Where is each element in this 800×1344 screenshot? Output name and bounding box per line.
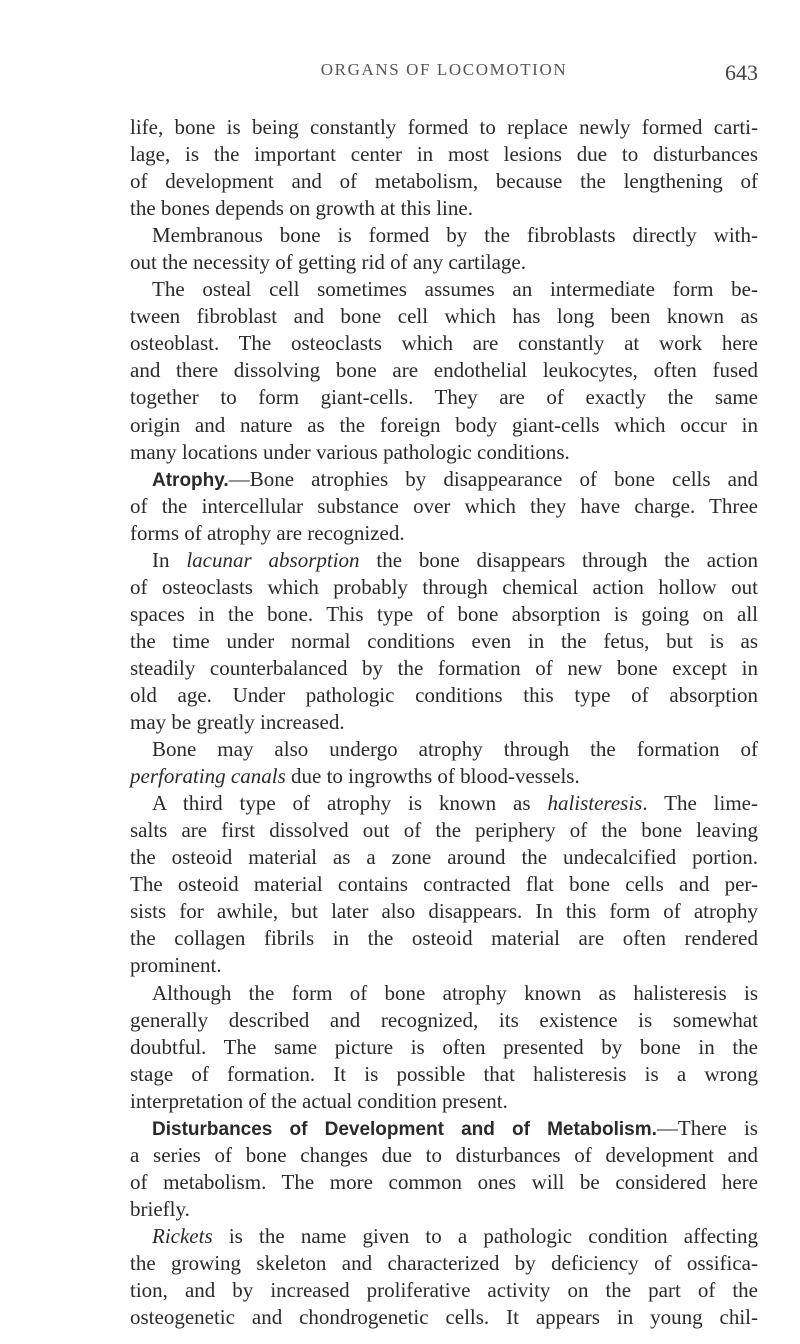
italic-term: lacunar absorption xyxy=(186,547,360,572)
text-line: lage, is the important center in most lesions due to disturbances xyxy=(130,142,758,167)
text-line: stage of formation. It is possible that halisteresis is a wrong xyxy=(130,1061,758,1086)
text-line: Rickets is the name given to a pathologic condition affecting xyxy=(152,1223,758,1248)
text-line: briefly. xyxy=(130,1196,190,1221)
text-line: In lacunar absorption the bone disappears through the action xyxy=(152,547,758,572)
text-line: osteoblast. The osteoclasts which are constantly at work here xyxy=(130,331,758,356)
text-line: Atrophy.—Bone atrophies by disappearance of bone cells and xyxy=(152,466,758,491)
text-line: the collagen fibrils in the osteoid material are often rendered xyxy=(130,926,758,951)
text-line: interpretation of the actual condition present. xyxy=(130,1088,508,1113)
text-line: perforating canals due to ingrowths of blood-vessels. xyxy=(130,764,580,789)
page-number: 643 xyxy=(725,60,758,85)
text-line: and there dissolving bone are endothelial leukocytes, often fused xyxy=(130,358,758,383)
text-line: origin and nature as the foreign body giant-cells which occur in xyxy=(130,412,758,437)
text-line: Bone may also undergo atrophy through the formation of xyxy=(152,737,758,762)
section-heading-disturbances: Disturbances of Development and of Metabolism. xyxy=(152,1118,657,1140)
text-line: steadily counterbalanced by the formation of new bone except in xyxy=(130,655,758,680)
text-line: life, bone is being constantly formed to replace newly formed carti- xyxy=(130,115,758,139)
text-line: osteogenetic and chondrogenetic cells. It appears in young chil- xyxy=(130,1305,758,1330)
text-line: the osteoid material as a zone around the undecalcified portion. xyxy=(130,845,758,870)
text-line: generally described and recognized, its existence is somewhat xyxy=(130,1007,758,1032)
italic-term: halisteresis xyxy=(547,791,643,816)
text-line: forms of atrophy are recognized. xyxy=(130,520,405,545)
text-line: of the intercellular substance over which they have charge. Three xyxy=(130,493,758,518)
text-line: A third type of atrophy is known as halisteresis. The lime- xyxy=(152,791,758,816)
text-line: tion, and by increased proliferative activity on the part of the xyxy=(130,1278,758,1303)
text-line: out the necessity of getting rid of any cartilage. xyxy=(130,250,526,275)
text-line: many locations under various pathologic conditions. xyxy=(130,439,570,464)
text-line: the time under normal conditions even in the fetus, but is as xyxy=(130,628,758,653)
text-line: Although the form of bone atrophy known as halisteresis is xyxy=(152,980,758,1005)
text-line: sists for awhile, but later also disappears. In this form of atrophy xyxy=(130,899,758,924)
text-line: spaces in the bone. This type of bone absorption is going on all xyxy=(130,601,758,626)
text-line: Disturbances of Development and of Metabolism.—There is xyxy=(152,1115,758,1140)
text-line: doubtful. The same picture is often presented by bone in the xyxy=(130,1034,758,1059)
text-line: of metabolism. The more common ones will be considered here xyxy=(130,1169,758,1194)
page-header xyxy=(130,60,758,88)
text-line: The osteoid material contains contracted flat bone cells and per- xyxy=(130,872,758,897)
italic-term: Rickets xyxy=(152,1223,213,1248)
text-line: together to form giant-cells. They are of exactly the same xyxy=(130,385,758,410)
text-line: tween fibroblast and bone cell which has long been known as xyxy=(130,304,758,329)
text-line: The osteal cell sometimes assumes an intermediate form be- xyxy=(152,277,758,302)
text-line: may be greatly increased. xyxy=(130,710,345,735)
text-line: prominent. xyxy=(130,953,222,978)
text-line: the growing skeleton and characterized by deficiency of ossifica- xyxy=(130,1250,758,1275)
text-line: the bones depends on growth at this line. xyxy=(130,196,473,221)
text-line: Membranous bone is formed by the fibroblasts directly with- xyxy=(152,223,758,248)
section-heading-atrophy: Atrophy. xyxy=(152,469,229,491)
text-line: old age. Under pathologic conditions this type of absorption xyxy=(130,682,758,707)
body-text xyxy=(130,114,758,1331)
text-line: of development and of metabolism, because the lengthening of xyxy=(130,169,758,194)
text-line: salts are first dissolved out of the periphery of the bone leaving xyxy=(130,818,758,843)
running-title: ORGANS OF LOCOMOTION xyxy=(320,60,568,79)
text-line: a series of bone changes due to disturbances of development and xyxy=(130,1142,758,1167)
italic-term: perforating canals xyxy=(130,764,286,789)
text-line: of osteoclasts which probably through chemical action hollow out xyxy=(130,574,758,599)
